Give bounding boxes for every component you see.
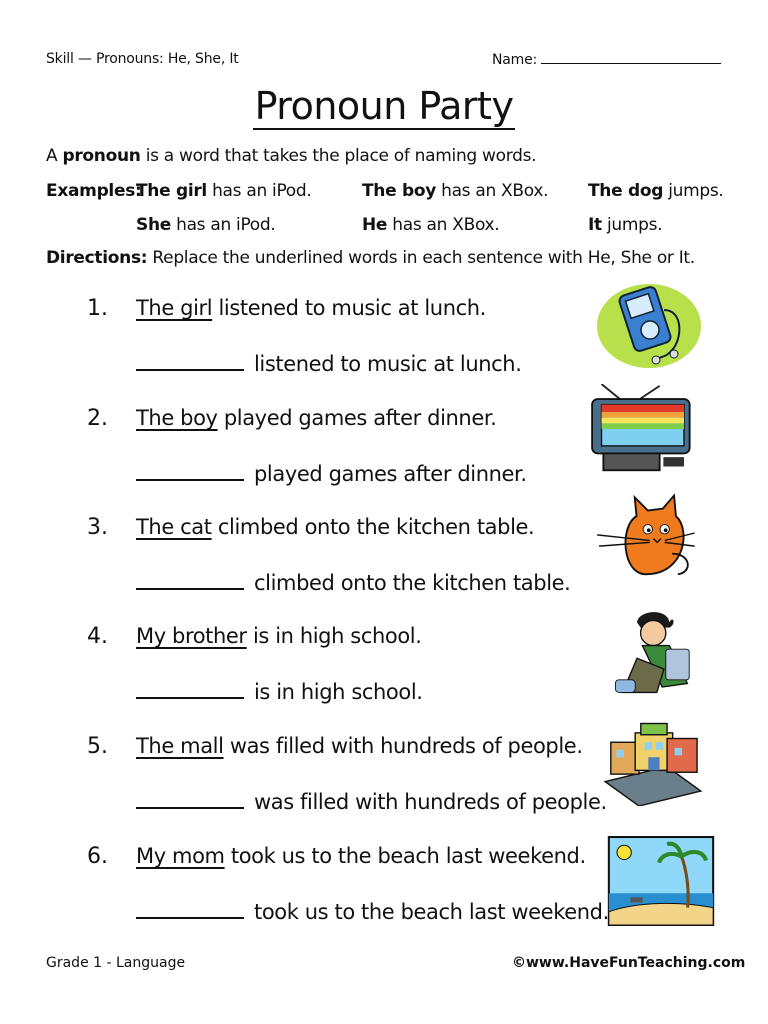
answer-line: is in high school. [136, 679, 423, 704]
boy-icon [600, 606, 710, 696]
answer-line: listened to music at lunch. [136, 351, 521, 376]
cat-icon [590, 488, 700, 578]
mall-icon [598, 716, 708, 806]
beach-icon [606, 836, 716, 926]
question-number: 3. [87, 515, 108, 540]
skill-label: Skill — Pronouns: He, She, It [46, 51, 239, 67]
question-number: 2. [87, 406, 108, 431]
answer-blank[interactable] [136, 461, 244, 481]
answer-line: took us to the beach last weekend. [136, 899, 609, 924]
answer-blank[interactable] [136, 570, 244, 590]
question-number: 6. [87, 844, 108, 869]
answer-line: climbed onto the kitchen table. [136, 570, 570, 595]
answer-line: was filled with hundreds of people. [136, 789, 607, 814]
answer-blank[interactable] [136, 351, 244, 371]
question-sentence: The girl listened to music at lunch. [136, 296, 486, 320]
question-sentence: The mall was filled with hundreds of people. [136, 734, 583, 758]
example-1-pronoun: She has an iPod. [136, 215, 276, 235]
question-number: 5. [87, 734, 108, 759]
page-title: Pronoun Party [254, 84, 514, 128]
question-number: 1. [87, 296, 108, 321]
examples-label: Examples: [46, 181, 142, 201]
name-label: Name: [492, 52, 538, 68]
name-field [492, 51, 721, 68]
question-sentence: My mom took us to the beach last weekend. [136, 844, 586, 868]
footer-website: ©www.HaveFunTeaching.com [512, 955, 746, 971]
example-2: The boy has an XBox. [362, 181, 549, 201]
example-1: The girl has an iPod. [136, 181, 312, 201]
question-number: 4. [87, 624, 108, 649]
answer-line: played games after dinner. [136, 461, 527, 486]
question-sentence: My brother is in high school. [136, 624, 422, 648]
footer-grade: Grade 1 - Language [46, 955, 186, 971]
example-2-pronoun: He has an XBox. [362, 215, 500, 235]
answer-blank[interactable] [136, 679, 244, 699]
answer-blank[interactable] [136, 899, 244, 919]
ipod-icon [594, 280, 704, 370]
name-blank-line [541, 51, 721, 64]
example-3: The dog jumps. [588, 181, 724, 201]
question-sentence: The boy played games after dinner. [136, 406, 497, 430]
example-3-pronoun: It jumps. [588, 215, 663, 235]
definition: A pronoun is a word that takes the place of naming words. [46, 146, 537, 166]
answer-blank[interactable] [136, 789, 244, 809]
directions: Directions: Replace the underlined words in each sentence with He, She or It. [46, 248, 695, 268]
tv-game-icon [584, 384, 694, 474]
question-sentence: The cat climbed onto the kitchen table. [136, 515, 535, 539]
